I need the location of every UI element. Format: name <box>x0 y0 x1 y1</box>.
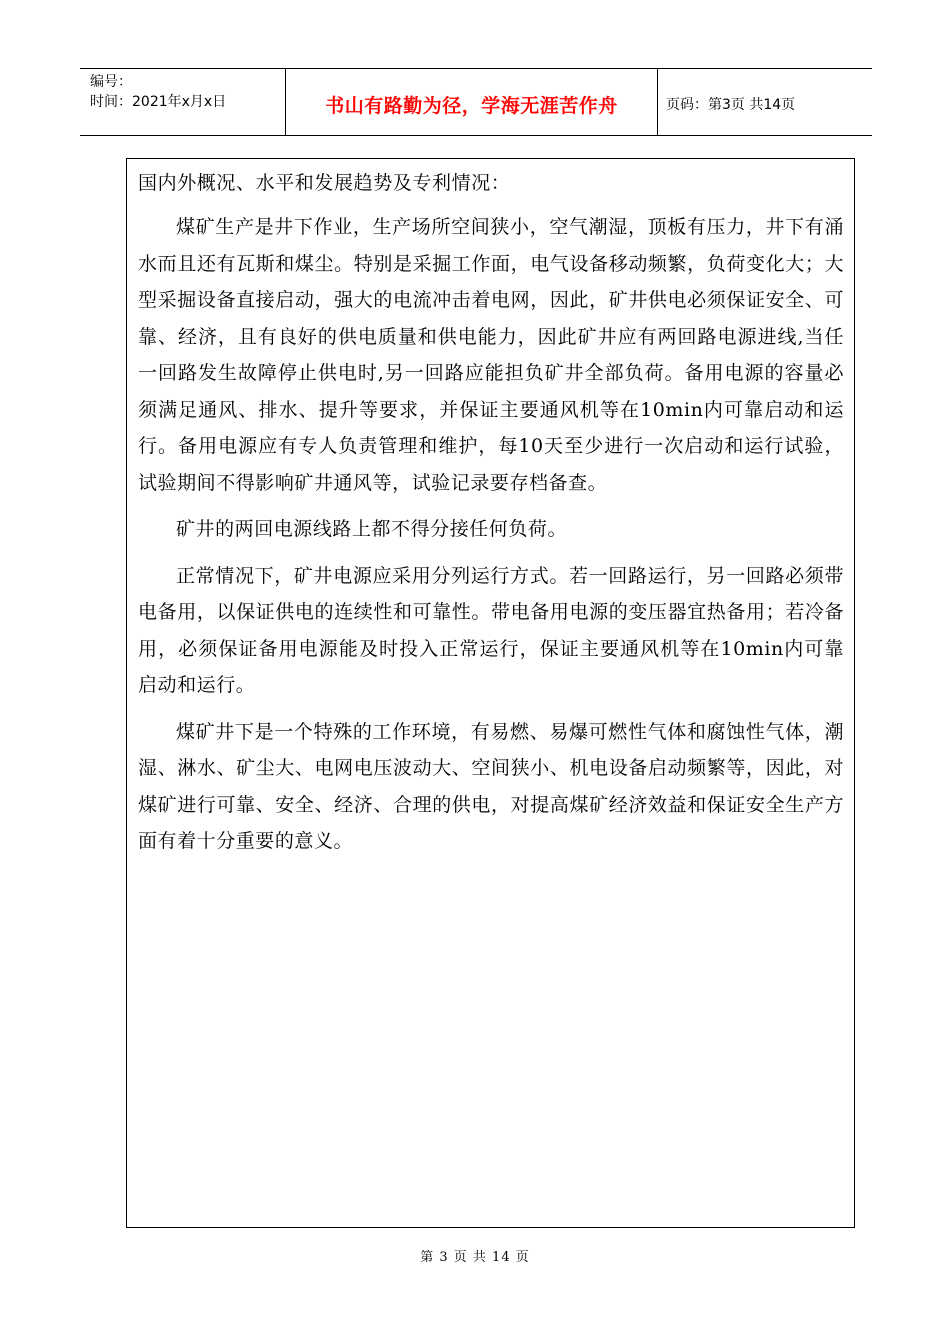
header-motto: 书山有路勤为径，学海无涯苦作舟 <box>286 69 658 135</box>
paragraph: 煤矿井下是一个特殊的工作环境，有易燃、易爆可燃性气体和腐蚀性气体，潮湿、淋水、矿尘大、电网电压波动大、空间狭小、机电设备启动频繁等，因此，对煤矿进行可靠、安全、经济、合理的供电，对提高煤矿经济效益和保证安全生产方面有着十分重要的意义。 <box>138 720 844 852</box>
paragraph: 正常情况下，矿井电源应采用分列运行方式。若一回路运行，另一回路必须带电备用，以保证供电的连续性和可靠性。带电备用电源的变压器宜热备用；若冷备用，必须保证备用电源能及时投入正常运行，保证主要通风机等在10min内可靠启动和运行。 <box>138 564 844 696</box>
document-number-label: 编号： <box>90 74 132 90</box>
content-box <box>126 158 855 1228</box>
paragraph: 矿井的两回电源线路上都不得分接任何负荷。 <box>176 518 568 540</box>
paragraph: 煤矿生产是井下作业，生产场所空间狭小，空气潮湿，顶板有压力，井下有涌水而且还有瓦斯和煤尘。特别是采掘工作面，电气设备移动频繁，负荷变化大；大型采掘设备直接启动，强大的电流冲击着电网，因此，矿井供电必须保证安全、可靠、经济，且有良好的供电质量和供电能力，因此矿井应有两回路电源进线,当任一回路发生故障停止供电时,另一回路应能担负矿井全部负荷。备用电源的容量必须满足通风、排水、提升等要求，并保证主要通风机等在10min内可靠启动和运行。备用电源应有专人负责管理和维护，每10天至少进行一次启动和运行试验，试验期间不得影响矿井通风等，试验记录要存档备查。 <box>138 216 844 494</box>
document-time: 时间：2021年x月x日 <box>90 94 227 110</box>
page-footer: 第 3 页 共 14 页 <box>420 1250 530 1265</box>
section-title: 国内外概况、水平和发展趋势及专利情况： <box>138 172 511 194</box>
header-page-info: 页码：第3页 共14页 <box>666 96 796 113</box>
document-header <box>80 68 872 136</box>
header-meta <box>80 69 286 135</box>
